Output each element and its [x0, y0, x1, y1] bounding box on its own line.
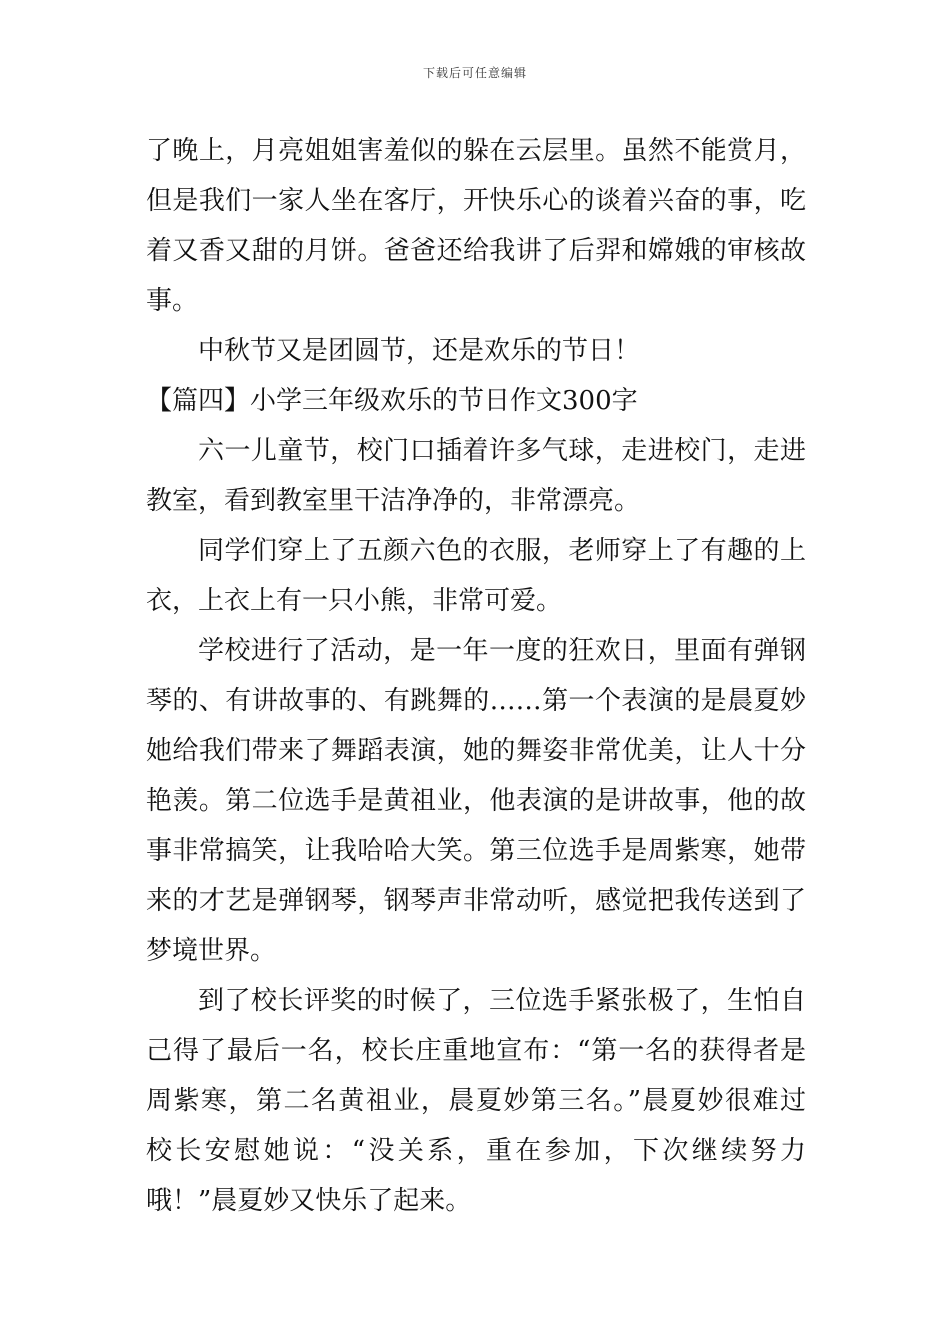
text-line: 事。	[146, 286, 199, 316]
text-line: 到了校长评奖的时候了，三位选手紧张极了，生怕自	[198, 986, 806, 1016]
text-line: 她给我们带来了舞蹈表演，她的舞姿非常优美，让人十分	[146, 736, 806, 766]
text-line: 了晚上，月亮姐姐害羞似的躲在云层里。虽然不能赏月，	[146, 136, 806, 166]
text-line: 中秋节又是团圆节，还是欢乐的节日！	[198, 336, 641, 366]
header-note: 下载后可任意编辑	[422, 66, 527, 80]
text-line: 但是我们一家人坐在客厅，开快乐心的谈着兴奋的事，吃	[146, 186, 806, 216]
text-line: 同学们穿上了五颜六色的衣服，老师穿上了有趣的上	[198, 536, 806, 566]
section-heading: 【篇四】小学三年级欢乐的节日作文300字	[146, 386, 638, 416]
text-line: 艳羡。第二位选手是黄祖业，他表演的是讲故事，他的故	[146, 786, 806, 816]
text-line: 周紫寒，第二名黄祖业，晨夏妙第三名。”晨夏妙很难过	[146, 1086, 806, 1116]
text-line: 琴的、有讲故事的、有跳舞的……第一个表演的是晨夏妙	[146, 686, 806, 716]
text-line: 着又香又甜的月饼。爸爸还给我讲了后羿和嫦娥的审核故	[146, 236, 806, 266]
text-line: 学校进行了活动，是一年一度的狂欢日，里面有弹钢	[198, 636, 806, 666]
text-line: 教室，看到教室里干洁净净的，非常漂亮。	[146, 486, 641, 516]
text-line: 衣，上衣上有一只小熊，非常可爱。	[146, 586, 563, 616]
text-line: 来的才艺是弹钢琴，钢琴声非常动听，感觉把我传送到了	[146, 886, 806, 916]
text-line: 己得了最后一名，校长庄重地宣布：“第一名的获得者是	[146, 1036, 806, 1066]
text-line: 哦！”晨夏妙又快乐了起来。	[146, 1186, 472, 1216]
text-line: 校长安慰她说：“没关系，重在参加，下次继续努力	[146, 1136, 806, 1166]
text-line: 事非常搞笑，让我哈哈大笑。第三位选手是周紫寒，她带	[146, 836, 806, 866]
text-line: 梦境世界。	[146, 936, 277, 966]
body-text	[146, 126, 806, 1226]
text-line: 六一儿童节，校门口插着许多气球，走进校门，走进	[198, 436, 806, 466]
